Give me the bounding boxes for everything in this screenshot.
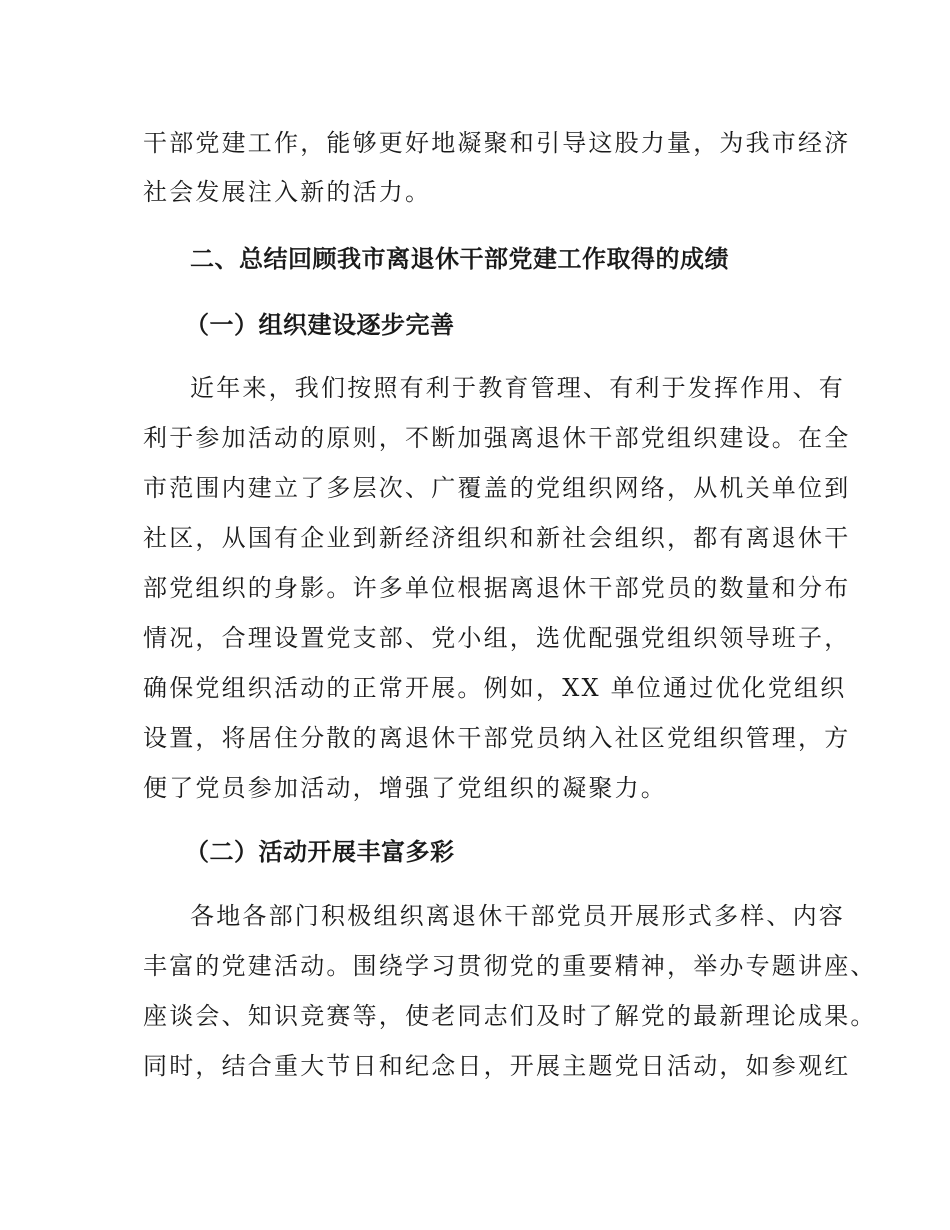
subsection-2-line-1: 各地各部门积极组织离退休干部党员开展形式多样、内容 — [190, 902, 845, 930]
subsection-1-line-1: 近年来，我们按照有利于教育管理、有利于发挥作用、有 — [190, 374, 845, 402]
subsection-1-line-4: 社区，从国有企业到新经济组织和新社会组织，都有离退休干 — [143, 524, 851, 552]
subsection-1-line-9: 便了党员参加活动，增强了党组织的凝聚力。 — [143, 774, 667, 802]
subsection-2-line-4: 同时，结合重大节日和纪念日，开展主题党日活动，如参观红 — [143, 1052, 851, 1080]
subsection-1-line-8: 设置，将居住分散的离退休干部党员纳入社区党组织管理，方 — [143, 724, 851, 752]
subsection-1-line-3: 市范围内建立了多层次、广覆盖的党组织网络，从机关单位到 — [143, 474, 851, 502]
intro-line-1: 干部党建工作，能够更好地凝聚和引导这股力量，为我市经济 — [143, 129, 851, 157]
subsection-1-line-7: 确保党组织活动的正常开展。例如，XX 单位通过优化党组织 — [143, 674, 847, 702]
section-heading: 二、总结回顾我市离退休干部党建工作取得的成绩 — [190, 245, 729, 273]
subsection-2-line-3: 座谈会、知识竞赛等，使老同志们及时了解党的最新理论成果。 — [143, 1002, 877, 1030]
subsection-2-heading: （二）活动开展丰富多彩 — [185, 838, 455, 866]
subsection-1-line-5: 部党组织的身影。许多单位根据离退休干部党员的数量和分布 — [143, 574, 851, 602]
subsection-1-line-6: 情况，合理设置党支部、党小组，选优配强党组织领导班子， — [143, 624, 851, 652]
subsection-1-heading: （一）组织建设逐步完善 — [185, 311, 455, 339]
subsection-2-line-2: 丰富的党建活动。围绕学习贯彻党的重要精神，举办专题讲座、 — [143, 952, 877, 980]
intro-line-2: 社会发展注入新的活力。 — [143, 178, 432, 206]
subsection-1-line-2: 利于参加活动的原则，不断加强离退休干部党组织建设。在全 — [143, 424, 851, 452]
